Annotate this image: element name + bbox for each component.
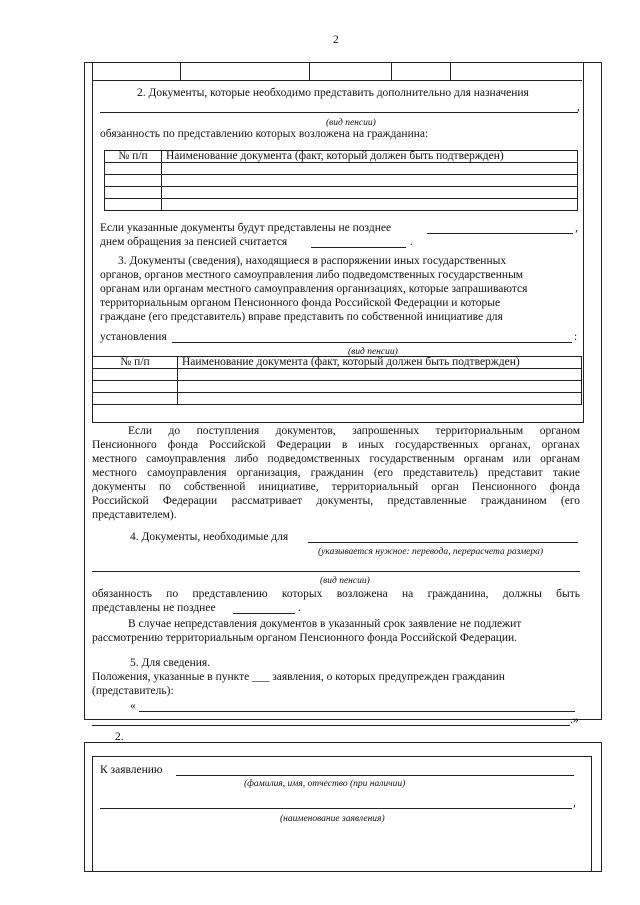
- section4-deadline-field[interactable]: [233, 613, 295, 614]
- tear-off-name-field[interactable]: [176, 775, 574, 776]
- section2-deadline-line2: днем обращения за пенсией считается: [100, 236, 288, 248]
- section3-text: [100, 254, 579, 324]
- section-if-text: [92, 424, 580, 522]
- tear-off-number: 2.: [115, 731, 124, 743]
- section2-deadline-line1: Если указанные документы будут представлены не позднее: [100, 222, 392, 234]
- section3-pension-type-field[interactable]: [172, 342, 572, 343]
- table-row[interactable]: [105, 175, 578, 187]
- tear-off-application-name-hint: (наименование заявления): [280, 814, 385, 824]
- section4-line1: обязанность по представлению которых возложена на гражданина, должны быть: [92, 588, 580, 600]
- section3-pension-type-hint: (вид пенсии): [348, 347, 398, 357]
- section-if-line: Российской Федерации рассматривает документы, представленные гражданином (его: [92, 495, 580, 507]
- section5-quote-close: .»: [570, 714, 579, 726]
- section3-line: граждане (его представитель) вправе представить по собственной инициативе для: [100, 311, 503, 323]
- section3-line: территориальным органом Пенсионного фонда Российской Федерации и которые: [100, 297, 501, 309]
- table-row[interactable]: [105, 187, 578, 199]
- table-row[interactable]: [93, 369, 582, 381]
- table-header-number: № п/п: [105, 151, 162, 163]
- prev-table-fragment: [92, 62, 582, 80]
- section5-provisions-field[interactable]: [139, 711, 575, 712]
- table-header-document-name: Наименование документа (факт, который должен быть подтвержден): [178, 357, 582, 369]
- section4-line2: представлены не позднее: [92, 602, 216, 614]
- section4-pension-type-hint: (вид пенсии): [320, 576, 370, 586]
- section4-purpose-hint: (указывается нужное: перевода, перерасчета размера): [318, 547, 544, 557]
- section2-pension-type-hint: (вид пенсии): [326, 118, 376, 128]
- table-header-document-name: Наименование документа (факт, который должен быть подтвержден): [162, 151, 578, 163]
- section5-line2: (представитель):: [92, 685, 174, 697]
- section3-establishment: установления: [100, 331, 167, 343]
- section5-heading: 5. Для сведения.: [130, 657, 211, 669]
- tear-off-comma: ,: [573, 797, 576, 809]
- section3-line: органов, органов местного самоуправления либо подведомственных государственным: [100, 269, 524, 281]
- table-row[interactable]: [93, 381, 582, 393]
- section5-line1: Положения, указанные в пункте ___ заявления, о которых предупрежден гражданин: [92, 671, 505, 683]
- section3-documents-table: [92, 356, 582, 405]
- section3-line: 3. Документы (сведения), находящиеся в распоряжении иных государственных: [118, 255, 507, 267]
- section-if-line: представителем).: [92, 509, 177, 521]
- tear-off-to-application: К заявлению: [100, 764, 163, 776]
- section-if-line: Если до поступления документов, запрошенных территориальным органом: [128, 425, 580, 437]
- section3-establishment-end: :: [574, 331, 578, 343]
- section2-deadline-date-field[interactable]: [427, 233, 573, 234]
- section2-pension-type-field[interactable]: [100, 112, 578, 113]
- section-if-line: местного самоуправления либо подведомственных государственным органам или органам: [92, 453, 580, 465]
- section4-pension-type-field[interactable]: [92, 571, 580, 572]
- table-row[interactable]: [93, 393, 582, 405]
- table-header-number: № п/п: [93, 357, 178, 369]
- section5-provisions-field-2[interactable]: [92, 725, 570, 726]
- table-row[interactable]: [105, 163, 578, 175]
- section-if-line: документы по собственной инициативе, территориальный орган Пенсионного фонда: [92, 481, 580, 493]
- section4-heading: 4. Документы, необходимые для: [130, 531, 289, 543]
- section2-deadline-line2-end: .: [410, 236, 413, 248]
- section-if-line: Пенсионного фонда Российской Федерации в иных государственных органах, органах: [92, 439, 580, 451]
- section-if-line: местного самоуправления организация, гражданин (его представитель) представит такие: [92, 467, 580, 479]
- section4-nonsubmit-2: рассмотрению территориальным органом Пенсионного фонда Российской Федерации.: [92, 632, 518, 644]
- section2-deadline-line1-end: ,: [575, 222, 578, 234]
- tear-off-application-name-field[interactable]: [100, 808, 572, 809]
- page-number: 2: [333, 34, 339, 46]
- section4-line2-end: .: [298, 602, 301, 614]
- section2-application-date-field[interactable]: [311, 247, 406, 248]
- section2-obligation-text: обязанность по представлению которых возложена на гражданина:: [100, 128, 429, 140]
- section2-heading: 2. Документы, которые необходимо представить дополнительно для назначения: [137, 87, 529, 99]
- section4-purpose-field[interactable]: [308, 542, 578, 543]
- tear-off-name-hint: (фамилия, имя, отчество (при наличии): [244, 779, 406, 789]
- section4-nonsubmit-1: В случае непредставления документов в указанный срок заявление не подлежит: [128, 618, 522, 630]
- section2-heading-end: ,: [577, 101, 580, 113]
- table-row[interactable]: [105, 199, 578, 211]
- section2-documents-table: [104, 150, 578, 211]
- section5-quote-open: «: [130, 700, 136, 712]
- section3-line: органам или органам местного самоуправления организациях, которые запрашиваются: [100, 283, 528, 295]
